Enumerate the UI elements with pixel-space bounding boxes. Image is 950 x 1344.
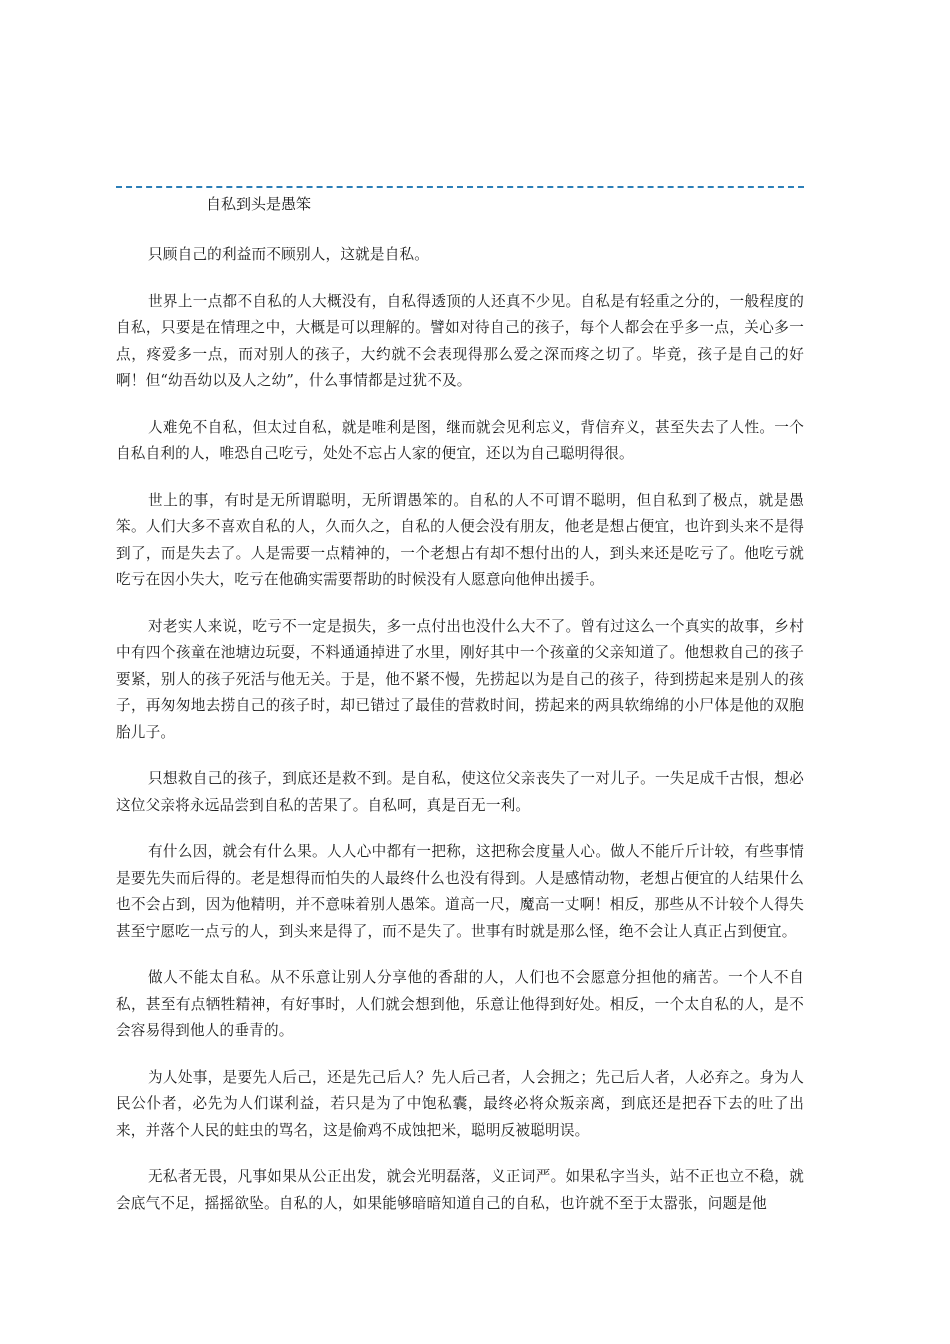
paragraph: 只想救自己的孩子，到底还是救不到。是自私，使这位父亲丧失了一对儿子。一失足成千古恨，想必这位父亲将永远品尝到自私的苦果了。自私呵，真是百无一利。 <box>116 770 804 814</box>
header-dashed-rule <box>116 186 804 188</box>
document-title: 自私到头是愚笨 <box>206 195 312 213</box>
paragraph: 为人处事，是要先人后己，还是先己后人？先人后己者，人会拥之；先己后人者，人必弃之。身为人民公仆者，必先为人们谋利益，若只是为了中饱私囊，最终必将众叛亲离，到底还是把吞下去的吐了出来，并落个人民的蛀虫的骂名，这是偷鸡不成蚀把米，聪明反被聪明误。 <box>116 1068 804 1139</box>
paragraph: 世界上一点都不自私的人大概没有，自私得透顶的人还真不少见。自私是有轻重之分的，一般程度的自私，只要是在情理之中，大概是可以理解的。譬如对待自己的孩子，每个人都会在乎多一点，关心多一点，疼爱多一点，而对别人的孩子，大约就不会表现得那么爱之深而疼之切了。毕竟，孩子是自己的好啊！但“幼吾幼以及人之幼”，什么事情都是过犹不及。 <box>116 292 804 389</box>
paragraph: 无私者无畏，凡事如果从公正出发，就会光明磊落，义正词严。如果私字当头，站不正也立不稳，就会底气不足，摇摇欲坠。自私的人，如果能够暗暗知道自己的自私，也许就不至于太嚣张，问题是他 <box>116 1168 804 1212</box>
paragraph: 做人不能太自私。从不乐意让别人分享他的香甜的人，人们也不会愿意分担他的痛苦。一个人不自私，甚至有点牺牲精神，有好事时，人们就会想到他，乐意让他得到好处。相反，一个太自私的人，是不会容易得到他人的垂青的。 <box>116 969 804 1039</box>
paragraph: 只顾自己的利益而不顾别人，这就是自私。 <box>148 246 430 263</box>
paragraph: 世上的事，有时是无所谓聪明，无所谓愚笨的。自私的人不可谓不聪明，但自私到了极点，就是愚笨。人们大多不喜欢自私的人，久而久之，自私的人便会没有朋友，他老是想占便宜，也许到头来不是得到了，而是失去了。人是需要一点精神的，一个老想占有却不想付出的人，到头来还是吃亏了。他吃亏就吃亏在因小失大，吃亏在他确实需要帮助的时候没有人愿意向他伸出援手。 <box>116 491 804 588</box>
paragraph: 有什么因，就会有什么果。人人心中都有一把称，这把称会度量人心。做人不能斤斤计较，有些事情是要先失而后得的。老是想得而怕失的人最终什么也没有得到。人是感情动物，老想占便宜的人结果什么也不会占到，因为他精明，并不意味着别人愚笨。道高一尺，魔高一丈啊！相反，那些从不计较个人得失甚至宁愿吃一点亏的人，到头来是得了，而不是失了。世事有时就是那么怪，绝不会让人真正占到便宜。 <box>116 843 804 940</box>
paragraph: 人难免不自私，但太过自私，就是唯利是图，继而就会见利忘义，背信弃义，甚至失去了人性。一个自私自利的人，唯恐自己吃亏，处处不忘占人家的便宜，还以为自己聪明得很。 <box>116 418 804 462</box>
document-body <box>116 242 804 1237</box>
paragraph: 对老实人来说，吃亏不一定是损失，多一点付出也没什么大不了。曾有过这么一个真实的故事，乡村中有四个孩童在池塘边玩耍，不料通通掉进了水里，刚好其中一个孩童的父亲知道了。他想救自己的孩子要紧，别人的孩子死活与他无关。于是，他不紧不慢，先捞起以为是自己的孩子，待到捞起来是别人的孩子，再匆匆地去捞自己的孩子时，却已错过了最佳的营救时间，捞起来的两具软绵绵的小尸体是他的双胞胎儿子。 <box>116 617 804 741</box>
